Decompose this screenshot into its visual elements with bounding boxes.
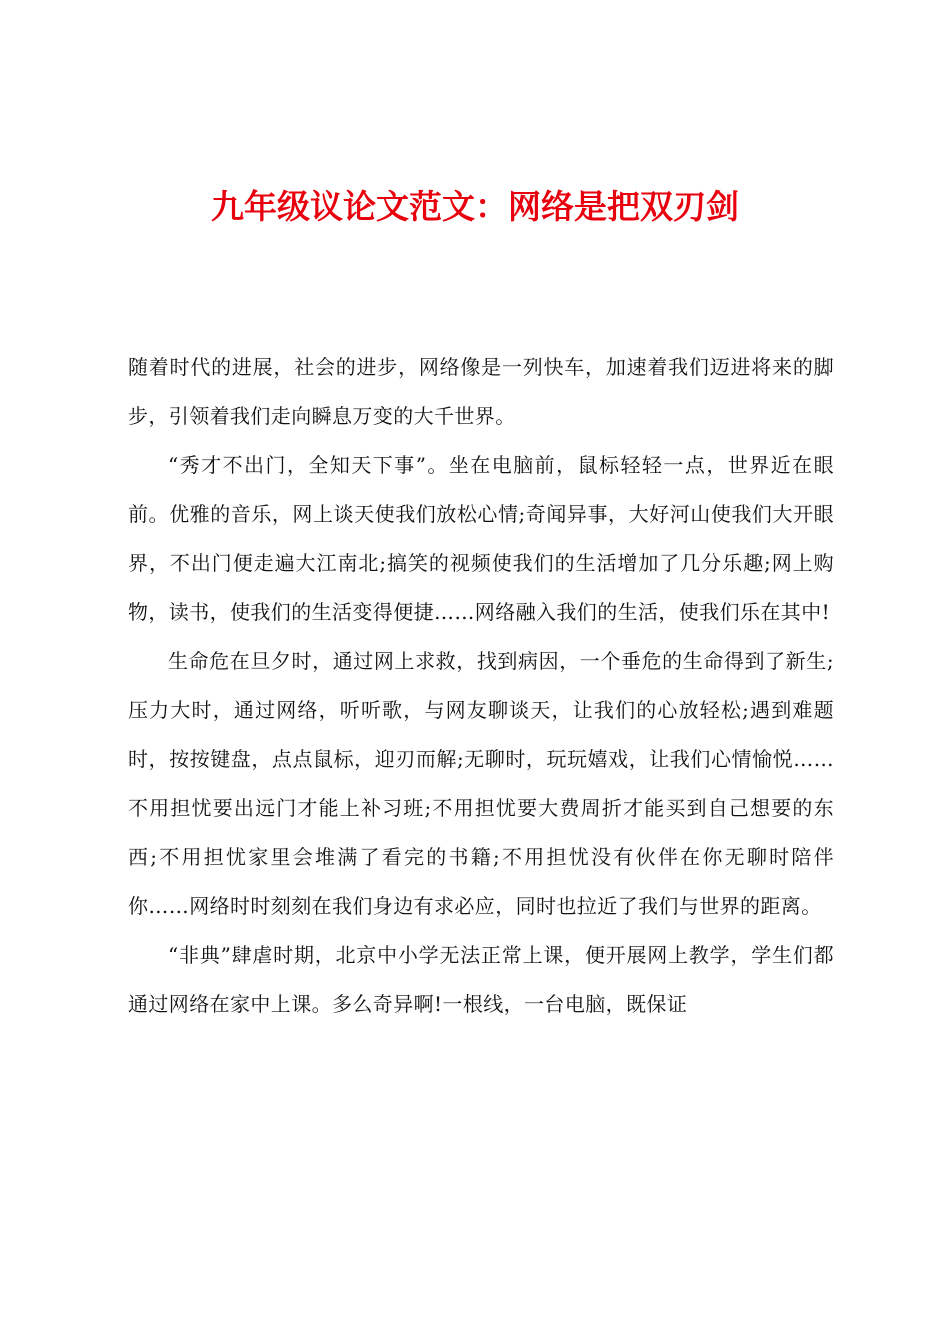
document-title: 九年级议论文范文：网络是把双刃剑 <box>211 187 739 226</box>
paragraph-1: 随着时代的进展，社会的进步，网络像是一列快车，加速着我们迈进将来的脚步，引领着我们走向瞬息万变的大千世界。 <box>128 355 834 428</box>
paragraph-2: “秀才不出门，全知天下事”。坐在电脑前，鼠标轻轻一点，世界近在眼前。优雅的音乐，网上谈天使我们放松心情;奇闻异事，大好河山使我们大开眼界，不出门便走遍大江南北;搞笑的视频使我们的生活增加了几分乐趣;网上购物，读书，使我们的生活变得便捷……网络融入我们的生活，使我们乐在其中! <box>128 453 834 624</box>
paragraph-4: “非典”肆虐时期，北京中小学无法正常上课，便开展网上教学，学生们都通过网络在家中上课。多么奇异啊!一根线，一台电脑，既保证 <box>128 943 834 1016</box>
paragraph-3: 生命危在旦夕时，通过网上求救，找到病因，一个垂危的生命得到了新生;压力大时，通过网络，听听歌，与网友聊谈天，让我们的心放轻松;遇到难题时，按按键盘，点点鼠标，迎刃而解;无聊时，玩玩嬉戏，让我们心情愉悦……不用担忧要出远门才能上补习班;不用担忧要大费周折才能买到自己想要的东西;不用担忧家里会堆满了看完的书籍;不用担忧没有伙伴在你无聊时陪伴你……网络时时刻刻在我们身边有求必应，同时也拉近了我们与世界的距离。 <box>128 649 834 918</box>
document-body <box>128 343 834 1029</box>
